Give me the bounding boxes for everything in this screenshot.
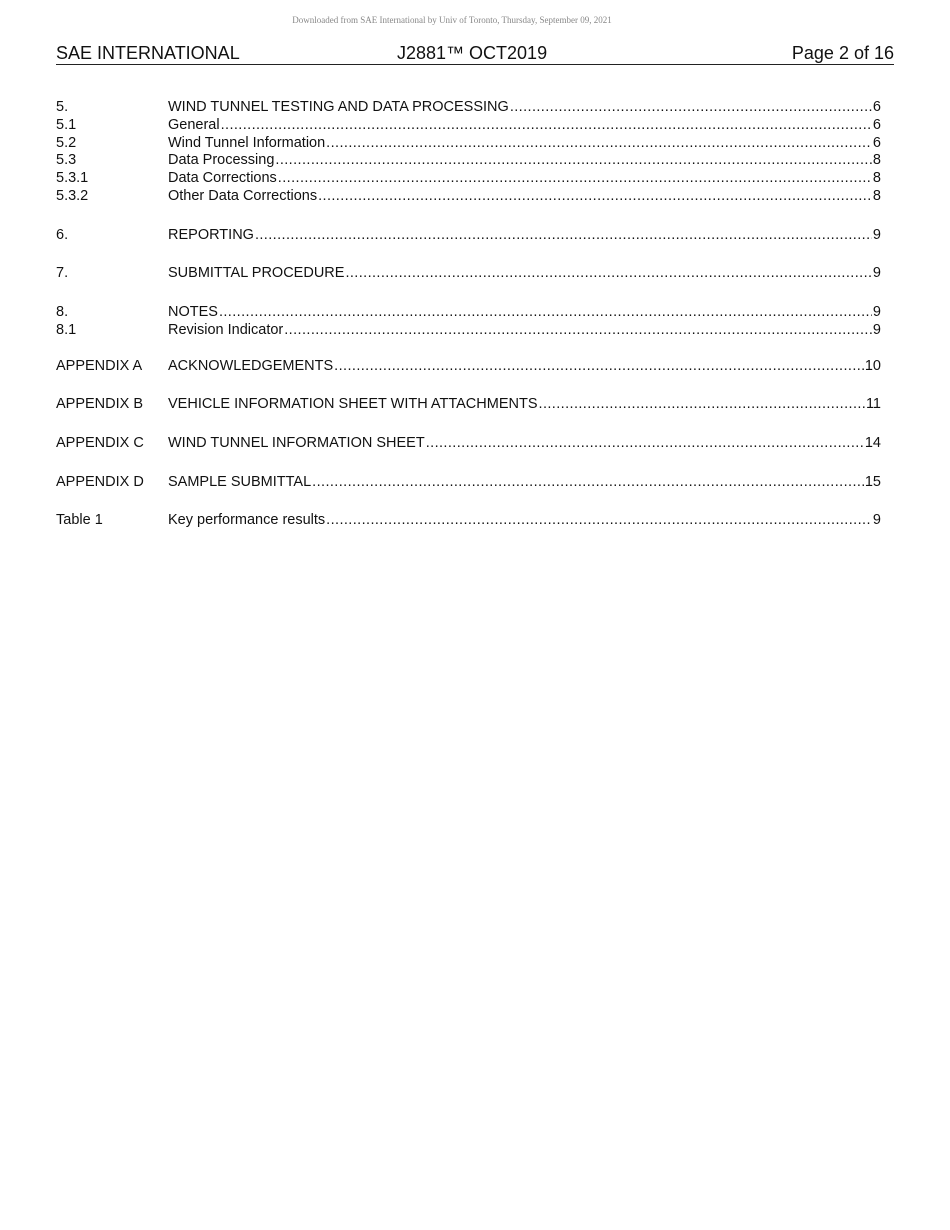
toc-entry-number: 5.1 <box>56 117 77 133</box>
toc-entry-number: 5.3 <box>56 152 77 168</box>
toc-entry-page: 10 <box>864 358 881 374</box>
toc-entry[interactable] <box>56 151 881 169</box>
toc-entry-title: WIND TUNNEL INFORMATION SHEET <box>168 435 425 451</box>
toc-entry-page: 8 <box>872 152 881 168</box>
toc-entry[interactable] <box>56 321 881 339</box>
toc-entry-page: 6 <box>872 99 881 115</box>
toc-dot-leader <box>326 134 872 152</box>
organization-name: SAE INTERNATIONAL <box>56 43 240 63</box>
toc-dot-leader <box>312 473 864 491</box>
toc-entry-title: General <box>168 117 220 133</box>
toc-dot-leader <box>345 264 871 282</box>
toc-entry-page: 6 <box>872 135 881 151</box>
page-header <box>56 43 894 65</box>
toc-entry-page: 15 <box>864 474 881 490</box>
toc-dot-leader <box>334 357 864 375</box>
toc-dot-leader <box>255 226 872 244</box>
toc-entry[interactable] <box>56 264 881 282</box>
toc-entry-title: Wind Tunnel Information <box>168 135 326 151</box>
toc-dot-leader <box>510 98 872 116</box>
toc-entry-page: 8 <box>872 188 881 204</box>
toc-entry[interactable] <box>56 226 881 244</box>
toc-entry-page: 6 <box>872 117 881 133</box>
toc-dot-leader <box>275 151 872 169</box>
toc-dot-leader <box>278 169 872 187</box>
toc-entry-page: 11 <box>865 396 881 412</box>
toc-entry-title: SAMPLE SUBMITTAL <box>168 474 312 490</box>
toc-entry-number: APPENDIX B <box>56 396 144 412</box>
toc-entry[interactable] <box>56 134 881 152</box>
toc-entry[interactable] <box>56 511 881 529</box>
toc-dot-leader <box>284 321 872 339</box>
toc-entry-number: 5. <box>56 99 69 115</box>
toc-entry-number: APPENDIX C <box>56 435 144 451</box>
toc-entry[interactable] <box>56 187 881 205</box>
toc-entry-title: Revision Indicator <box>168 322 284 338</box>
document-id: J2881™ OCT2019 <box>397 43 548 63</box>
toc-entry-page: 9 <box>872 304 881 320</box>
toc-entry-number: 8.1 <box>56 322 77 338</box>
toc-entry[interactable] <box>56 116 881 134</box>
toc-entry-number: 8. <box>56 304 69 320</box>
toc-dot-leader <box>426 434 864 452</box>
toc-entry-number: APPENDIX D <box>56 474 144 490</box>
toc-entry-title: ACKNOWLEDGEMENTS <box>168 358 334 374</box>
toc-dot-leader <box>219 303 872 321</box>
toc-dot-leader <box>318 187 872 205</box>
toc-entry-title: NOTES <box>168 304 218 320</box>
toc-entry-number: 5.3.2 <box>56 188 89 204</box>
toc-entry[interactable] <box>56 434 881 452</box>
toc-entry[interactable] <box>56 98 881 116</box>
toc-entry[interactable] <box>56 357 881 375</box>
toc-entry-title: Other Data Corrections <box>168 188 318 204</box>
toc-entry[interactable] <box>56 473 881 491</box>
toc-entry-number: 5.2 <box>56 135 77 151</box>
toc-entry-title: SUBMITTAL PROCEDURE <box>168 265 345 281</box>
toc-entry-title: WIND TUNNEL TESTING AND DATA PROCESSING <box>168 99 509 115</box>
toc-entry-number: APPENDIX A <box>56 358 143 374</box>
toc-entry-number: 7. <box>56 265 69 281</box>
toc-entry[interactable] <box>56 169 881 187</box>
toc-entry[interactable] <box>56 395 881 413</box>
toc-entry-number: 6. <box>56 227 69 243</box>
toc-entry-page: 14 <box>864 435 881 451</box>
toc-entry-title: Data Corrections <box>168 170 277 186</box>
toc-dot-leader <box>221 116 872 134</box>
toc-entry-title: REPORTING <box>168 227 254 243</box>
download-watermark: Downloaded from SAE International by Univ of Toronto, Thursday, September 09, 2021 <box>292 15 612 25</box>
toc-entry[interactable] <box>56 303 881 321</box>
page-number: Page 2 of 16 <box>791 43 894 63</box>
toc-entry-page: 9 <box>872 512 881 528</box>
toc-entry-title: VEHICLE INFORMATION SHEET WITH ATTACHMENTS <box>168 396 538 412</box>
toc-entry-title: Key performance results <box>168 512 326 528</box>
toc-dot-leader <box>539 395 865 413</box>
toc-dot-leader <box>326 511 872 529</box>
toc-entry-number: 5.3.1 <box>56 170 89 186</box>
toc-entry-page: 8 <box>872 170 881 186</box>
toc-entry-number: Table 1 <box>56 512 103 528</box>
toc-entry-title: Data Processing <box>168 152 275 168</box>
toc-entry-page: 9 <box>872 322 881 338</box>
toc-entry-page: 9 <box>872 227 881 243</box>
toc-entry-page: 9 <box>872 265 881 281</box>
